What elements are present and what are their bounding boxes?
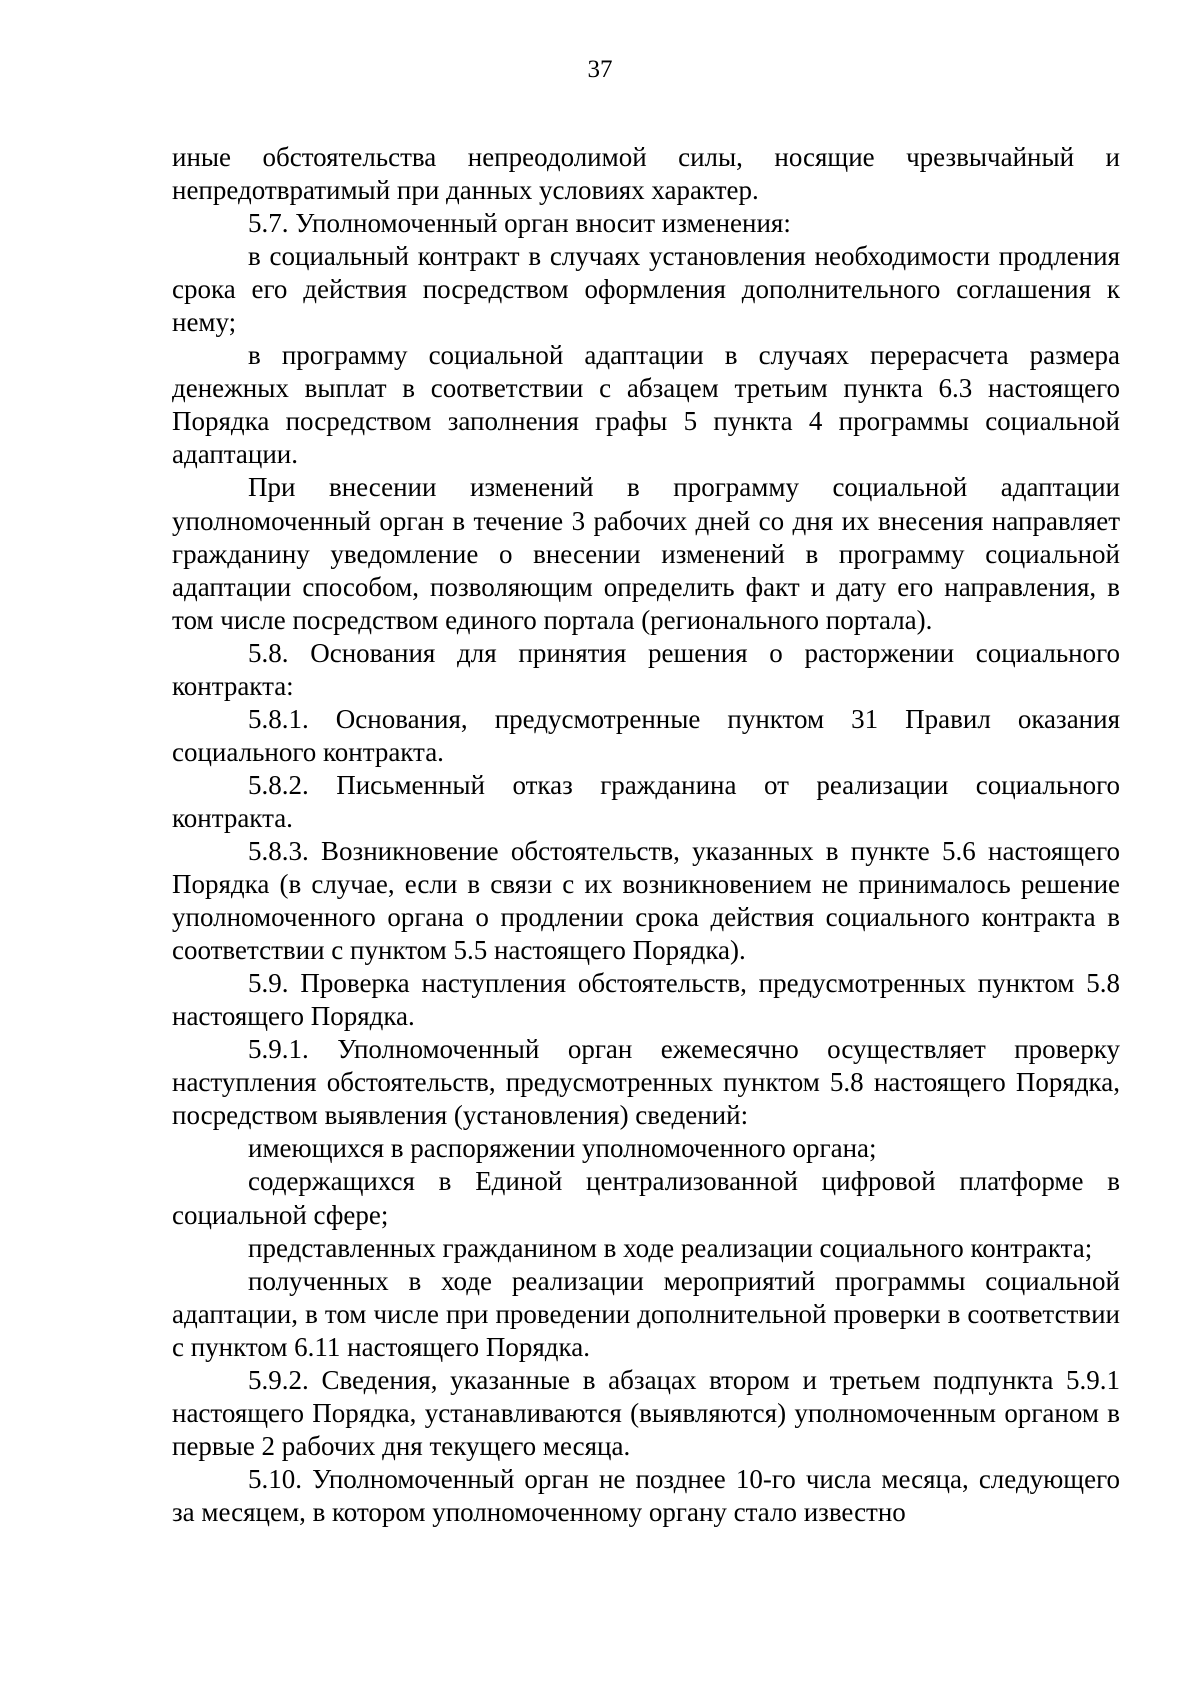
paragraph: 5.8.2. Письменный отказ гражданина от реализации социального контракта. — [172, 769, 1120, 833]
paragraph: 5.9.2. Сведения, указанные в абзацах втором и третьем подпункта 5.9.1 настоящего Порядка, устанавливаются (выявляются) уполномоченным органом в первые 2 рабочих дня текущего месяца. — [172, 1364, 1120, 1461]
paragraph: 5.8.1. Основания, предусмотренные пунктом 31 Правил оказания социального контракта. — [172, 703, 1120, 767]
paragraph: 5.7. Уполномоченный орган вносит изменения: — [248, 208, 791, 239]
paragraph: 5.8.3. Возникновение обстоятельств, указанных в пункте 5.6 настоящего Порядка (в случае, если в связи с их возникновением не принималось решение уполномоченного органа о продлении срока действия социального контракта в соответствии с пунктом 5.5 настоящего Порядка). — [172, 835, 1120, 966]
page-number: 37 — [587, 56, 613, 83]
paragraph: 5.9. Проверка наступления обстоятельств, предусмотренных пунктом 5.8 настоящего Порядка. — [172, 968, 1120, 1032]
paragraph: представленных гражданином в ходе реализации социального контракта; — [248, 1232, 1093, 1263]
paragraph: При внесении изменений в программу социальной адаптации уполномоченный орган в течение 3 рабочих дней со дня их внесения направляет гражданину уведомление о внесении изменений в программу социальной адаптации способом, позволяющим определить факт и дату его направления, в том числе посредством единого портала (регионального портала). — [172, 472, 1120, 635]
paragraph: 5.8. Основания для принятия решения о расторжении социального контракта: — [172, 637, 1120, 701]
paragraph: в программу социальной адаптации в случаях перерасчета размера денежных выплат в соответствии с абзацем третьим пункта 6.3 настоящего Порядка посредством заполнения графы 5 пункта 4 программы социальной адаптации. — [172, 340, 1120, 470]
paragraph: полученных в ходе реализации мероприятий программы социальной адаптации, в том числе при проведении дополнительной проверки в соответствии с пунктом 6.11 настоящего Порядка. — [172, 1265, 1120, 1362]
document-body — [172, 141, 1120, 1529]
paragraph: в социальный контракт в случаях установления необходимости продления срока его действия посредством оформления дополнительного соглашения к нему; — [172, 241, 1120, 338]
paragraph: иные обстоятельства непреодолимой силы, носящие чрезвычайный и непредотвратимый при данных условиях характер. — [172, 142, 1120, 206]
paragraph: имеющихся в распоряжении уполномоченного органа; — [248, 1133, 877, 1164]
paragraph: 5.9.1. Уполномоченный орган ежемесячно осуществляет проверку наступления обстоятельств, предусмотренных пунктом 5.8 настоящего Порядка, посредством выявления (установления) сведений: — [172, 1034, 1120, 1131]
paragraph: содержащихся в Единой централизованной цифровой платформе в социальной сфере; — [172, 1166, 1120, 1230]
paragraph: 5.10. Уполномоченный орган не позднее 10-го числа месяца, следующего за месяцем, в котором уполномоченному органу стало известно — [172, 1463, 1120, 1527]
